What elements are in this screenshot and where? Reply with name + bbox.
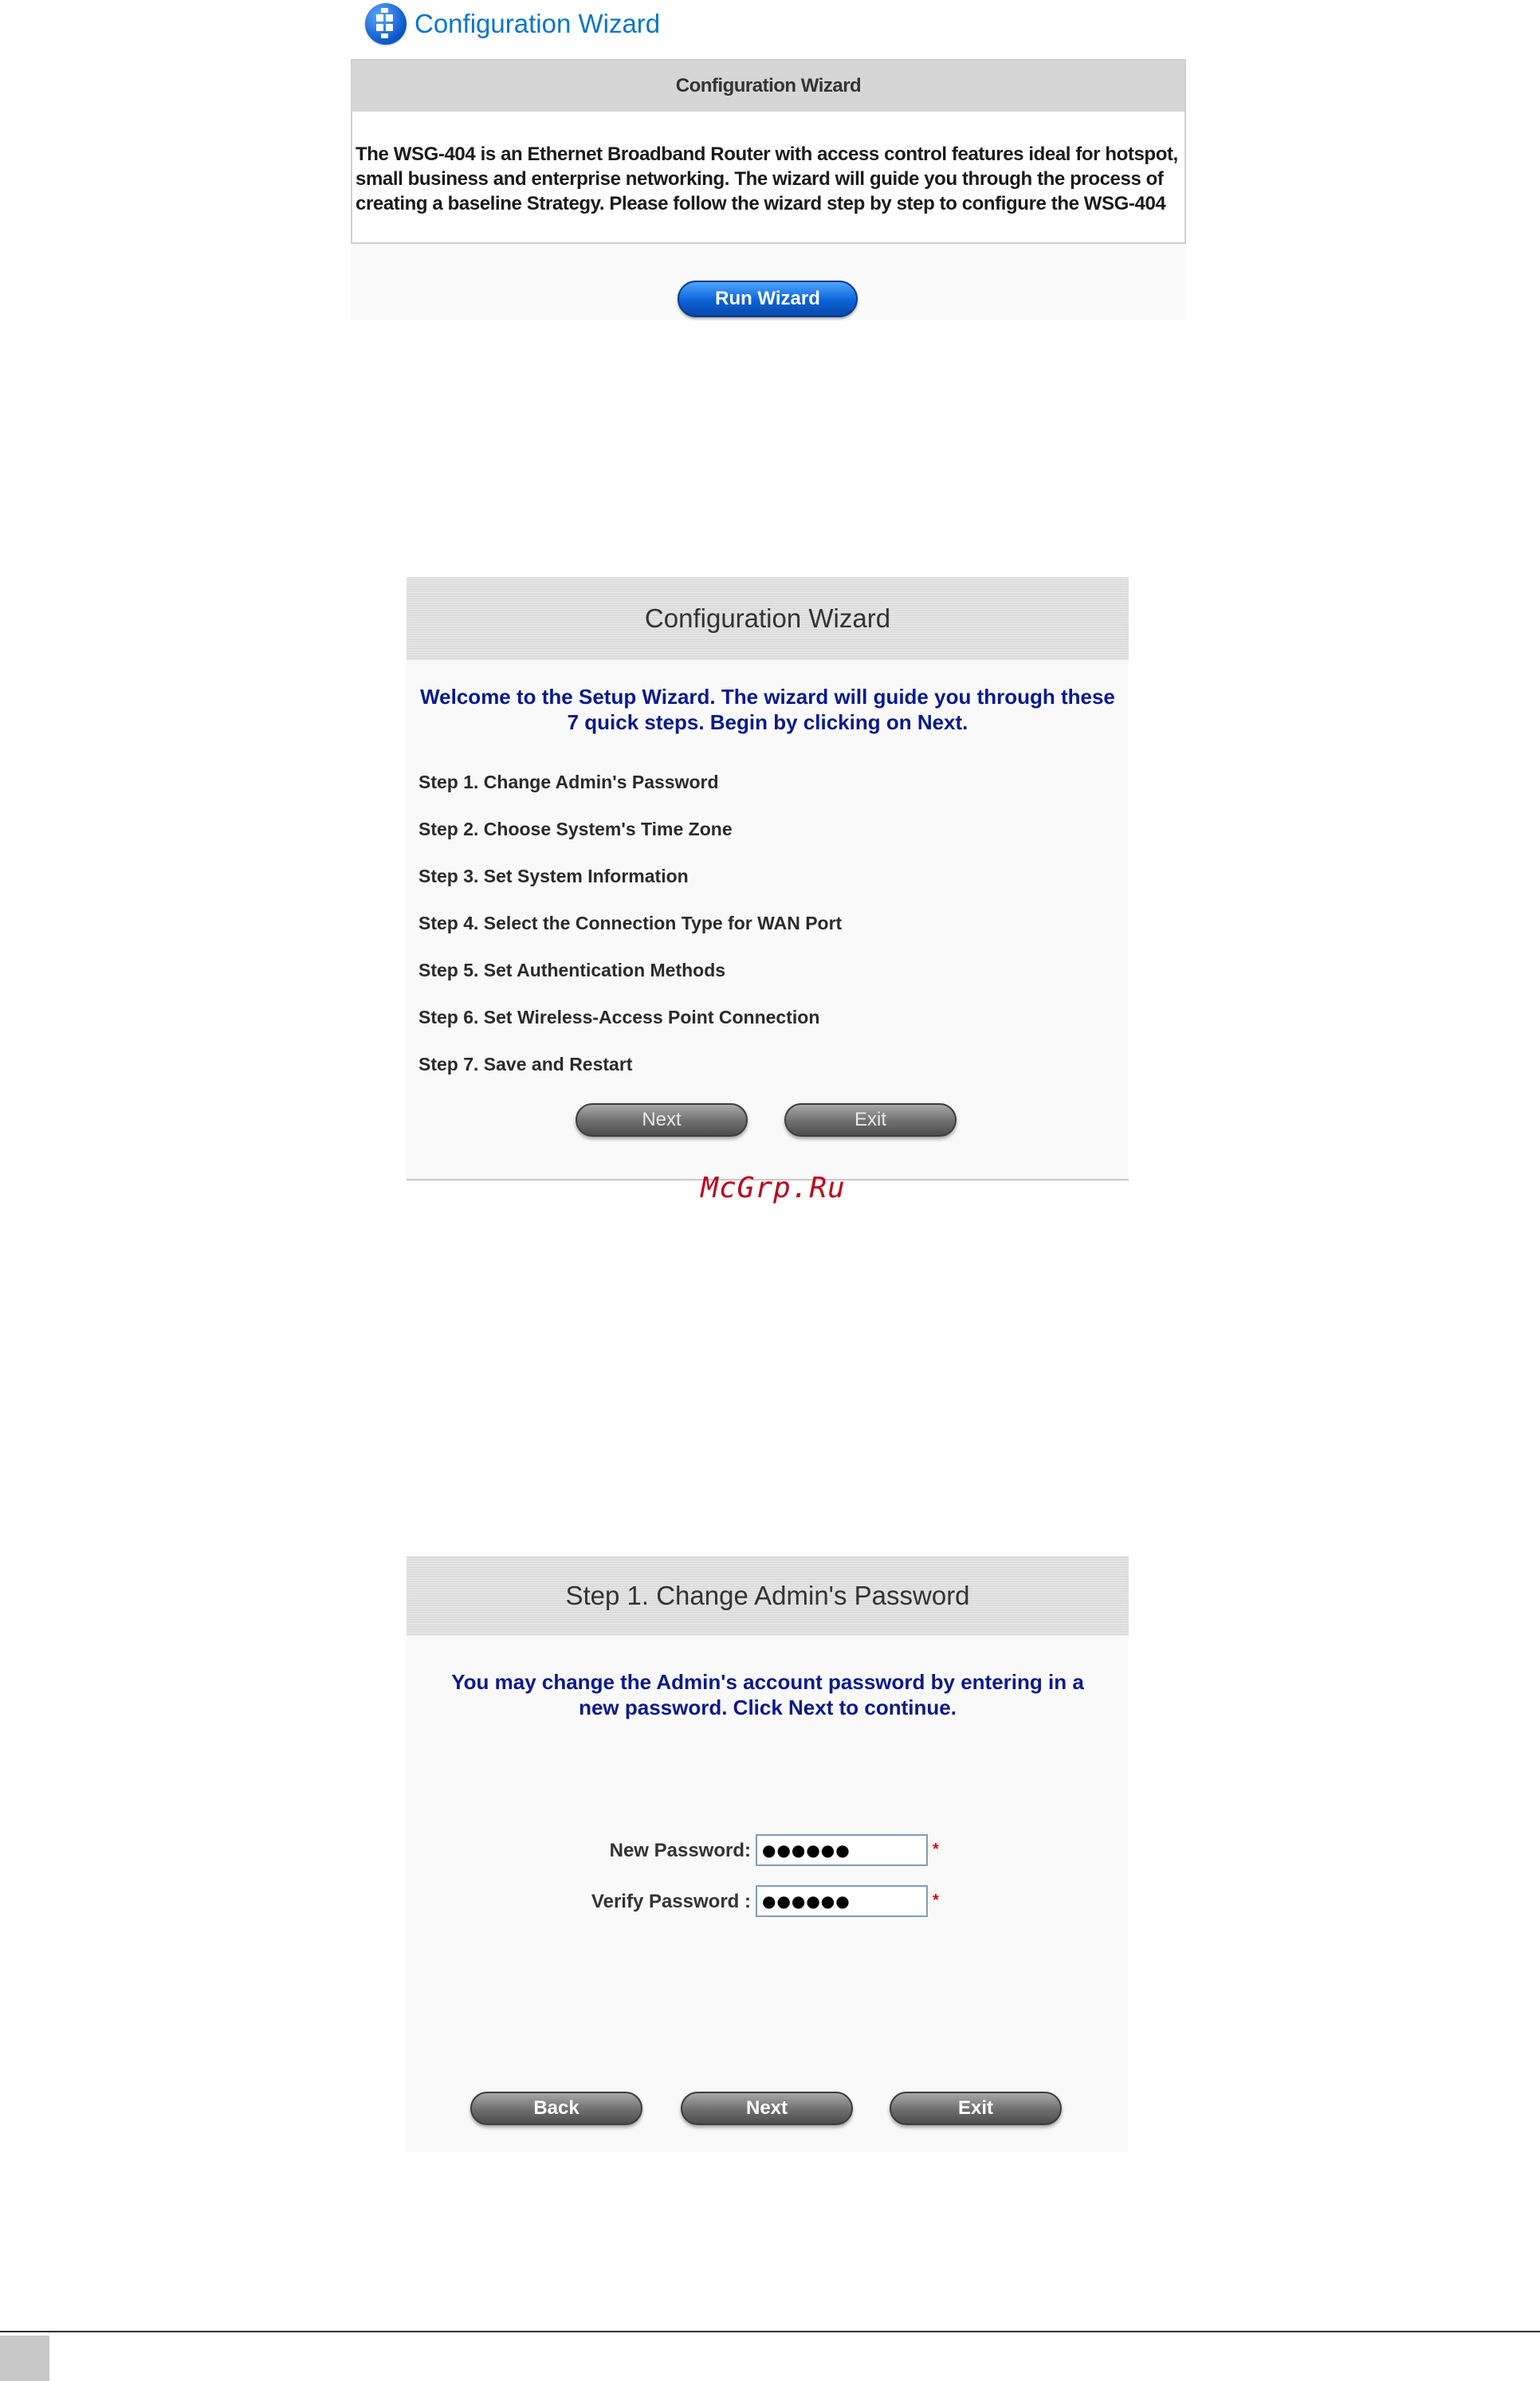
wizard-intro-box xyxy=(351,59,1186,244)
footer-page-marker xyxy=(0,2336,49,2381)
desc-part: is an Ethernet Broadband Router with access control features ideal for hotspot, small business and enterprise networking. The wizard will guide you through the process of creating a baseline Strategy. Please follow the wizard step by step to configure the xyxy=(356,143,1178,214)
wizard-page-title xyxy=(365,0,660,48)
new-password-label: New Password: xyxy=(609,1840,751,1861)
wizard-exit-button[interactable]: Exit xyxy=(784,1103,957,1137)
footer-rule xyxy=(0,2331,1540,2332)
step-item: Step 6. Set Wireless-Access Point Connection xyxy=(418,1007,820,1027)
setup-wizard-header: Configuration Wizard xyxy=(407,577,1129,660)
welcome-line: Welcome to the Setup Wizard. The wizard will guide you through these xyxy=(420,685,1115,709)
step-item: Step 4. Select the Connection Type for WAN Port xyxy=(418,913,843,933)
model-name: WSG-404 xyxy=(393,143,476,165)
watermark-text: McGrp.Ru xyxy=(701,1172,846,1204)
step-item: Step 2. Choose System's Time Zone xyxy=(418,819,733,839)
exit-button[interactable]: Exit xyxy=(890,2092,1062,2125)
intro-line: You may change the Admin's account password by entering in a xyxy=(451,1670,1084,1694)
verify-password-label: Verify Password : xyxy=(591,1891,751,1912)
model-name: WSG-404 xyxy=(1083,193,1166,214)
wizard-intro-description xyxy=(352,112,1184,216)
intro-line: new password. Click Next to continue. xyxy=(579,1695,957,1719)
welcome-line: 7 quick steps. Begin by clicking on Next. xyxy=(567,710,968,734)
wizard-next-button[interactable]: Next xyxy=(576,1103,748,1137)
step-item: Step 3. Set System Information xyxy=(418,866,689,886)
next-button[interactable]: Next xyxy=(681,2092,853,2125)
required-marker: * xyxy=(933,1892,939,1909)
wizard-page-title-text: Configuration Wizard xyxy=(414,9,661,38)
verify-password-input[interactable]: ●●●●●● xyxy=(756,1885,928,1917)
change-password-intro xyxy=(407,1669,1129,1720)
step-item: Step 5. Set Authentication Methods xyxy=(418,960,726,980)
desc-part: The xyxy=(356,143,394,165)
run-wizard-button[interactable]: Run Wizard xyxy=(678,281,858,317)
step-item: Step 1. Change Admin's Password xyxy=(418,772,719,792)
wizard-intro-header: Configuration Wizard xyxy=(352,61,1184,112)
change-password-header: Step 1. Change Admin's Password xyxy=(407,1556,1129,1636)
wizard-globe-icon xyxy=(365,3,407,45)
required-marker: * xyxy=(933,1841,939,1858)
back-button[interactable]: Back xyxy=(470,2092,642,2125)
step-item: Step 7. Save and Restart xyxy=(418,1054,633,1075)
setup-wizard-welcome xyxy=(407,684,1129,735)
new-password-input[interactable]: ●●●●●● xyxy=(756,1834,928,1866)
